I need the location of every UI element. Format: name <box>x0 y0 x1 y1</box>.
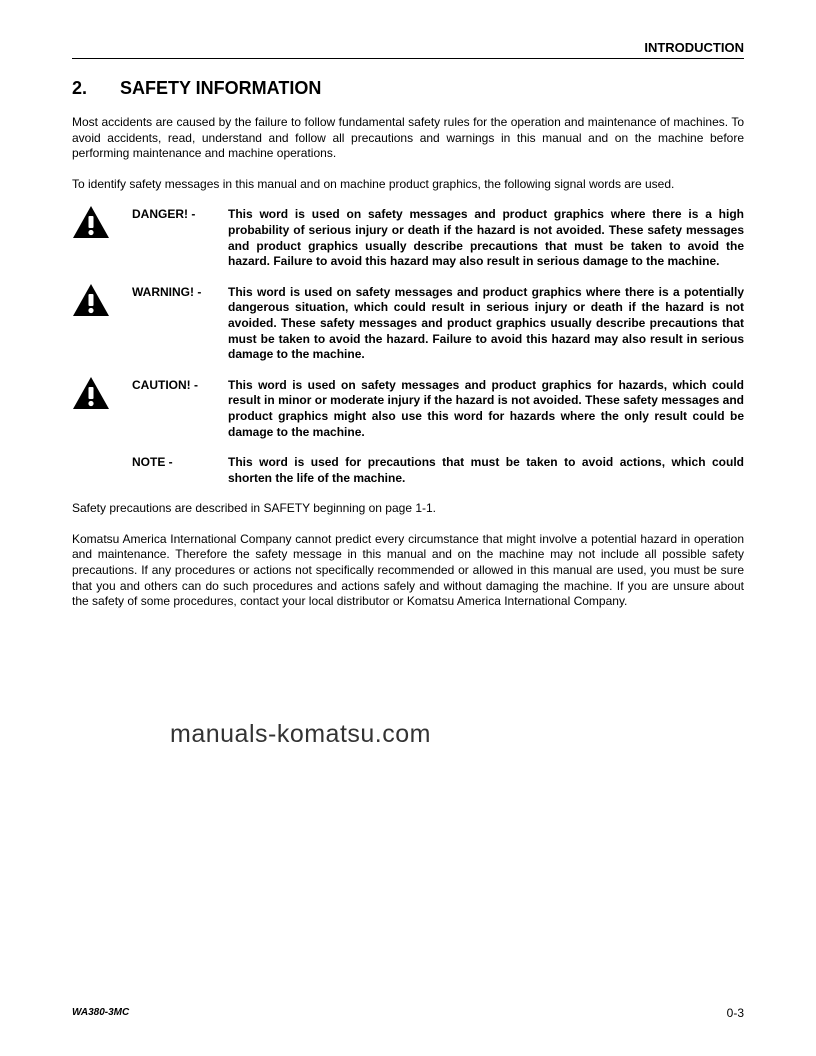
watermark: manuals-komatsu.com <box>170 720 431 748</box>
signal-description: This word is used for precautions that must be taken to avoid actions, which could shorten the life of the machine. <box>228 455 744 485</box>
signal-label: NOTE - <box>132 455 173 470</box>
signal-danger <box>72 207 744 269</box>
page-number: 0-3 <box>726 1006 744 1020</box>
intro-paragraph: Most accidents are caused by the failure to follow fundamental safety rules for the operation and maintenance of machines. To avoid accidents, read, understand and follow all precautions and warnings in this manual and on the machine before performing maintenance and machine operations. <box>72 115 744 161</box>
disclaimer-paragraph: Komatsu America International Company cannot predict every circumstance that might involve a potential hazard in operation and maintenance. Therefore the safety message in this manual and on the machine may not include all possible safety precautions. If any procedures or actions not specifically recommended or allowed in this manual are used, you must be sure that you and others can do such procedures and actions safely and without damaging the machine. If you are unsure about the safety of some procedures, contact your local distributor or Komatsu America International Company. <box>72 531 744 609</box>
page-content <box>72 115 744 625</box>
signal-description: This word is used on safety messages and product graphics where there is a high probability of serious injury or death if the hazard is not avoided. These safety messages and product graphics usually describe precautions that must be taken to avoid the hazard. Failure to avoid this hazard may also result in serious damage to the machine. <box>228 207 744 269</box>
section-title: SAFETY INFORMATION <box>120 78 322 98</box>
header-divider <box>72 58 744 59</box>
signal-caution <box>72 378 744 440</box>
signal-label: WARNING! - <box>132 284 202 299</box>
warning-triangle-icon <box>72 283 110 317</box>
warning-triangle-icon <box>72 205 110 239</box>
warning-triangle-icon <box>72 376 110 410</box>
page-title <box>72 78 321 99</box>
signal-warning <box>72 285 744 363</box>
section-number: 2. <box>72 78 88 98</box>
signal-label: CAUTION! - <box>132 377 198 392</box>
model-number: WA380-3MC <box>72 1007 130 1018</box>
signal-label: DANGER! - <box>132 207 196 222</box>
signal-note <box>72 455 744 486</box>
signal-description: This word is used on safety messages and product graphics where there is a potentially dangerous situation, which could result in serious injury or death if the hazard is not avoided. These safety messages and product graphics usually describe precautions that must be taken to avoid the hazard. Failure to avoid this hazard may also result in serious damage to the machine. <box>228 284 744 362</box>
signal-words-intro: To identify safety messages in this manual and on machine product graphics, the following signal words are used. <box>72 176 675 191</box>
signal-description: This word is used on safety messages and product graphics for hazards, which could result in minor or moderate injury if the hazard is not avoided. These safety messages and product graphics might also use this word for hazards where the only result could be damage to the machine. <box>228 377 744 439</box>
section-header: INTRODUCTION <box>644 40 744 55</box>
safety-reference: Safety precautions are described in SAFETY beginning on page 1-1. <box>72 501 437 516</box>
